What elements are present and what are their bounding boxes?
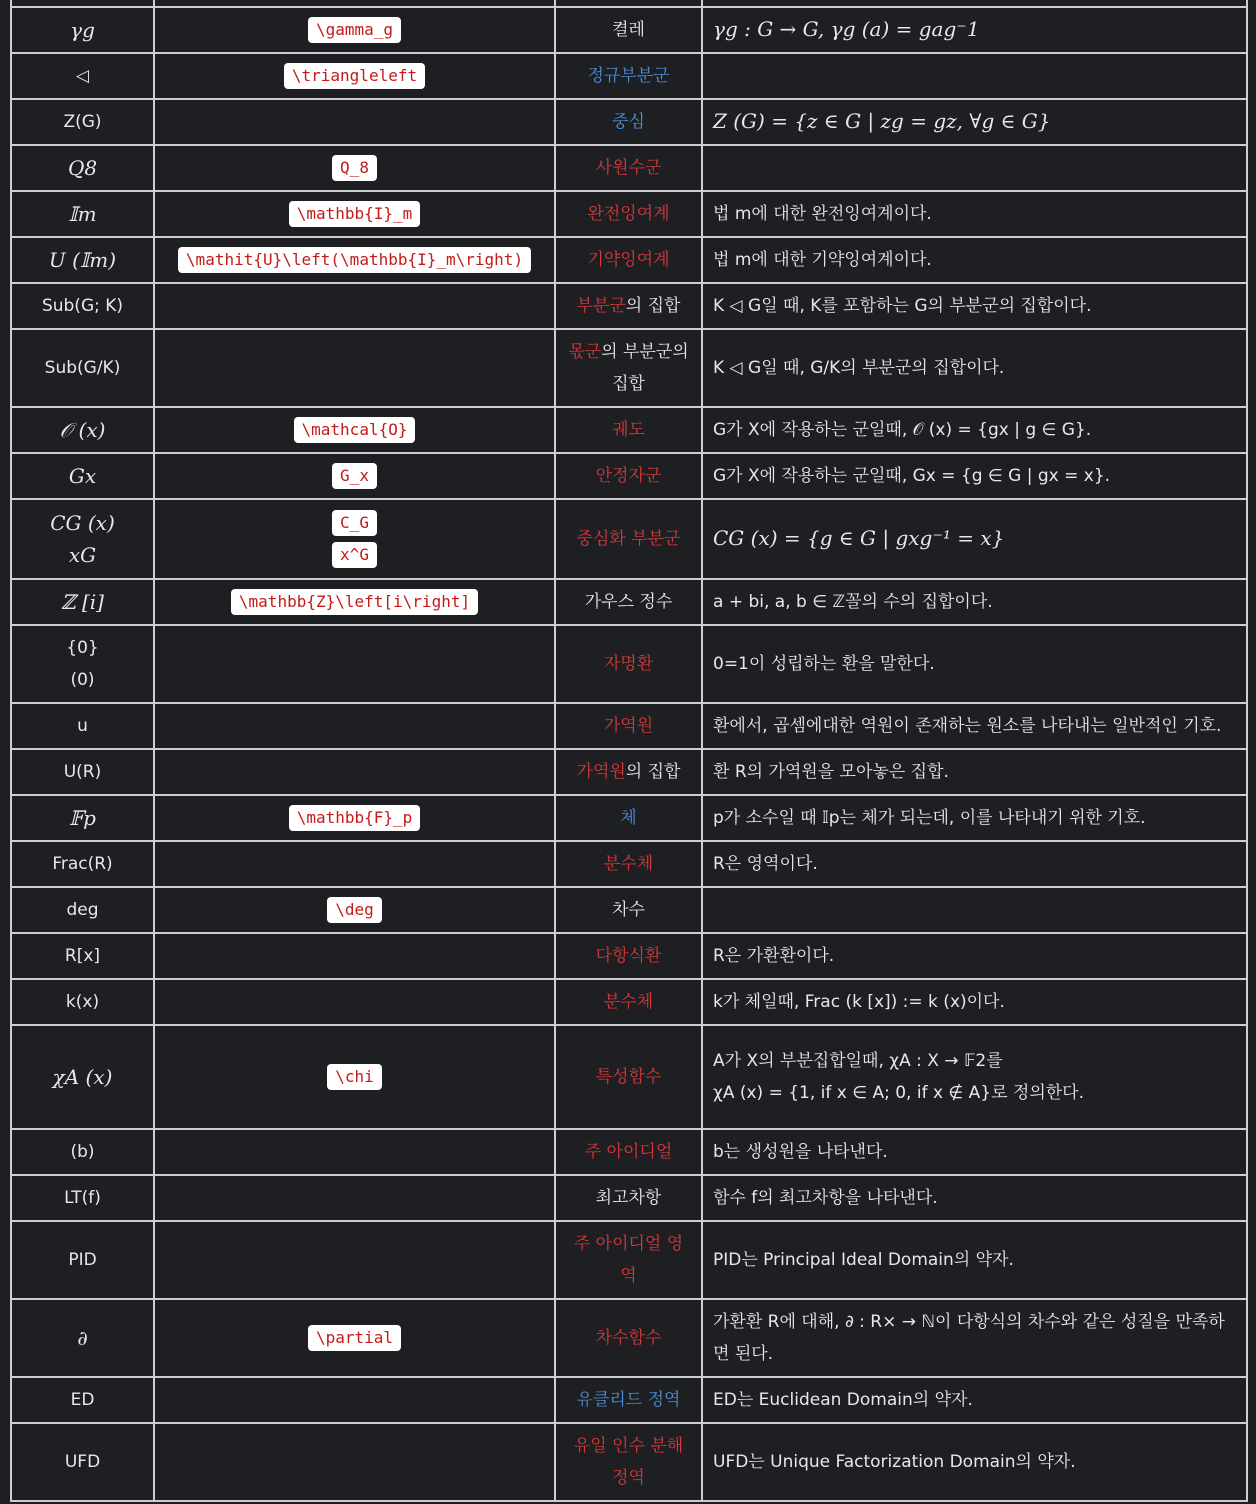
name-cell	[555, 1377, 702, 1423]
name-cell	[555, 191, 702, 237]
symbol-cell: CG (x) xG	[11, 499, 154, 579]
description-cell	[702, 329, 1247, 407]
table-row	[11, 99, 1247, 145]
latex-code-cell	[154, 887, 555, 933]
description-text: R은 영역이다.	[713, 854, 818, 874]
name-cell	[555, 407, 702, 453]
name-text: 켤레	[612, 20, 645, 40]
description-cell	[702, 499, 1247, 579]
name-cell	[555, 579, 702, 625]
description-cell	[702, 979, 1247, 1025]
table-row	[11, 795, 1247, 841]
latex-code-cell	[154, 7, 555, 53]
table-row	[11, 53, 1247, 99]
symbol-cell: γg	[11, 7, 154, 53]
symbol-cell	[11, 0, 154, 7]
name-link[interactable]: 분수체	[603, 854, 654, 874]
latex-code-chip: \mathbb{I}_m	[289, 201, 421, 227]
name-link[interactable]: 유클리드 정역	[576, 1390, 681, 1410]
table-row	[11, 283, 1247, 329]
description-text: Z (G) = {z ∈ G | zg = gz, ∀g ∈ G}	[713, 109, 1051, 133]
symbol-cell: ∂	[11, 1299, 154, 1377]
description-text: UFD는 Unique Factorization Domain의 약자.	[713, 1452, 1076, 1472]
name-link[interactable]: 특성함수	[595, 1067, 662, 1087]
description-cell	[702, 1025, 1247, 1129]
description-cell	[702, 749, 1247, 795]
latex-code-cell	[154, 625, 555, 703]
description-text: G가 X에 작용하는 군일때, Gx = {g ∈ G | gx = x}.	[713, 466, 1111, 486]
latex-code-cell	[154, 329, 555, 407]
name-link[interactable]: 몫군	[568, 342, 602, 362]
table-row	[11, 237, 1247, 283]
name-cell	[555, 329, 702, 407]
symbol-cell: Q8	[11, 145, 154, 191]
latex-code-cell	[154, 1025, 555, 1129]
symbol-cell: u	[11, 703, 154, 749]
symbol-cell: 𝕀m	[11, 191, 154, 237]
symbol-cell: Sub(G; K)	[11, 283, 154, 329]
name-link[interactable]: 주 아이디얼	[584, 1142, 673, 1162]
latex-code-cell	[154, 0, 555, 7]
description-cell	[702, 237, 1247, 283]
table-row	[11, 1175, 1247, 1221]
description-cell	[702, 933, 1247, 979]
latex-code-cell	[154, 1221, 555, 1299]
description-text: K ◁ G일 때, G/K의 부분군의 집합이다.	[713, 358, 1005, 378]
description-cell	[702, 1175, 1247, 1221]
name-link[interactable]: 궤도	[612, 420, 645, 440]
symbol-cell: PID	[11, 1221, 154, 1299]
latex-code-cell	[154, 283, 555, 329]
name-link[interactable]: 사원수군	[595, 158, 662, 178]
name-cell	[555, 979, 702, 1025]
latex-code-chip: G_x	[332, 463, 377, 489]
latex-code-chip: x^G	[332, 542, 377, 568]
description-cell	[702, 1299, 1247, 1377]
description-cell	[702, 887, 1247, 933]
latex-code-cell	[154, 191, 555, 237]
latex-code-chip: \mathbb{Z}\left[i\right]	[231, 589, 478, 615]
latex-code-cell	[154, 53, 555, 99]
description-text: 함수 f의 최고차항을 나타낸다.	[713, 1188, 938, 1208]
name-cell	[555, 1221, 702, 1299]
latex-code-cell	[154, 1129, 555, 1175]
description-text: ED는 Euclidean Domain의 약자.	[713, 1390, 973, 1410]
description-cell	[702, 145, 1247, 191]
table-row	[11, 1377, 1247, 1423]
symbol-cell: ED	[11, 1377, 154, 1423]
latex-code-chip: \mathbb{F}_p	[289, 805, 421, 831]
description-text: γg : G → G, γg (a) = gag⁻1	[713, 17, 980, 41]
symbol-cell: 𝔽p	[11, 795, 154, 841]
name-text: 차수	[612, 900, 645, 920]
description-cell	[702, 99, 1247, 145]
description-text: PID는 Principal Ideal Domain의 약자.	[713, 1250, 1014, 1270]
description-text: K ◁ G일 때, K를 포함하는 G의 부분군의 집합이다.	[713, 296, 1092, 316]
latex-code-cell	[154, 979, 555, 1025]
description-text: 환 R의 가역원을 모아놓은 집합.	[713, 762, 949, 782]
name-cell	[555, 99, 702, 145]
description-cell	[702, 841, 1247, 887]
latex-code-chip: \triangleleft	[284, 63, 425, 89]
latex-code-chip: \mathit{U}\left(\mathbb{I}_m\right)	[178, 247, 531, 273]
table-row	[11, 887, 1247, 933]
table-row	[11, 841, 1247, 887]
symbol-cell: Frac(R)	[11, 841, 154, 887]
name-link[interactable]: 정규부분군	[587, 66, 670, 86]
description-text: k가 체일때, Frac (k [x]) := k (x)이다.	[713, 992, 1005, 1012]
name-cell	[555, 0, 702, 7]
description-text: p가 소수일 때 𝕀p는 체가 되는데, 이를 나타내기 위한 기호.	[713, 808, 1146, 828]
latex-code-chip: \deg	[327, 897, 382, 923]
table-row	[11, 145, 1247, 191]
name-link[interactable]: 완전잉여계	[587, 204, 670, 224]
name-cell	[555, 53, 702, 99]
latex-code-chip: \gamma_g	[308, 17, 401, 43]
latex-code-cell	[154, 1377, 555, 1423]
description-text: CG (x) = {g ∈ G | gxg⁻¹ = x}	[713, 526, 1005, 550]
table-row	[11, 499, 1247, 579]
symbol-cell: χA (x)	[11, 1025, 154, 1129]
description-cell	[702, 625, 1247, 703]
name-cell	[555, 795, 702, 841]
description-cell	[702, 453, 1247, 499]
name-text: 의 집합	[625, 762, 681, 782]
name-link[interactable]: 중심	[612, 112, 645, 132]
description-cell	[702, 579, 1247, 625]
name-cell	[555, 841, 702, 887]
latex-code-cell	[154, 1175, 555, 1221]
symbol-cell: (b)	[11, 1129, 154, 1175]
symbol-cell: 𝒪 (x)	[11, 407, 154, 453]
description-text: 가환환 R에 대해, ∂ : R× → ℕ이 다항식의 차수와 같은 성질을 만족하면 된다.	[713, 1312, 1225, 1364]
name-link[interactable]: 체	[620, 808, 637, 828]
table-row	[11, 7, 1247, 53]
latex-code-chip: \partial	[308, 1325, 401, 1351]
name-link[interactable]: 부분군	[576, 296, 626, 316]
symbol-cell: deg	[11, 887, 154, 933]
name-link[interactable]: 주 아이디얼 영역	[573, 1234, 684, 1286]
symbol-cell: Sub(G/K)	[11, 329, 154, 407]
table-row	[11, 579, 1247, 625]
table-row	[11, 979, 1247, 1025]
table-row	[11, 329, 1247, 407]
name-link[interactable]: 가역원	[576, 762, 626, 782]
name-link[interactable]: 분수체	[603, 992, 654, 1012]
name-link[interactable]: 중심화 부분군	[576, 529, 681, 549]
latex-code-cell	[154, 453, 555, 499]
description-cell	[702, 1221, 1247, 1299]
name-cell	[555, 625, 702, 703]
symbol-cell: U(R)	[11, 749, 154, 795]
name-cell	[555, 887, 702, 933]
description-cell	[702, 795, 1247, 841]
latex-code-cell	[154, 145, 555, 191]
name-cell	[555, 453, 702, 499]
latex-code-cell	[154, 1423, 555, 1501]
description-cell	[702, 7, 1247, 53]
latex-code-cell	[154, 1299, 555, 1377]
symbol-cell: U (𝕀m)	[11, 237, 154, 283]
name-cell	[555, 1025, 702, 1129]
latex-code-cell	[154, 795, 555, 841]
name-cell	[555, 7, 702, 53]
latex-code-cell	[154, 407, 555, 453]
table-row	[11, 625, 1247, 703]
symbol-cell: Gx	[11, 453, 154, 499]
table-row	[11, 0, 1247, 7]
symbol-cell: ℤ [i]	[11, 579, 154, 625]
name-cell	[555, 1175, 702, 1221]
table-row	[11, 1129, 1247, 1175]
description-cell	[702, 703, 1247, 749]
table-row	[11, 933, 1247, 979]
description-text: a + bi, a, b ∈ ℤ꼴의 수의 집합이다.	[713, 592, 993, 612]
latex-code-cell	[154, 499, 555, 579]
latex-code-chip: Q_8	[332, 155, 377, 181]
description-cell	[702, 1423, 1247, 1501]
name-link[interactable]: 가역원	[603, 716, 654, 736]
table-row	[11, 407, 1247, 453]
name-cell	[555, 237, 702, 283]
table-row	[11, 1423, 1247, 1501]
description-text: b는 생성원을 나타낸다.	[713, 1142, 888, 1162]
description-cell	[702, 1377, 1247, 1423]
latex-code-cell	[154, 99, 555, 145]
symbol-cell: Z(G)	[11, 99, 154, 145]
symbol-cell: LT(f)	[11, 1175, 154, 1221]
latex-code-cell	[154, 749, 555, 795]
name-cell	[555, 1129, 702, 1175]
description-cell	[702, 191, 1247, 237]
name-cell	[555, 145, 702, 191]
name-link[interactable]: 기약잉여계	[587, 250, 670, 270]
symbol-cell: UFD	[11, 1423, 154, 1501]
name-cell	[555, 933, 702, 979]
latex-code-chip: \chi	[327, 1064, 382, 1090]
latex-code-cell	[154, 703, 555, 749]
name-text: 가우스 정수	[584, 592, 673, 612]
name-text: 의 부분군의 집합	[601, 342, 689, 394]
description-text: 0=1이 성립하는 환을 말한다.	[713, 654, 935, 674]
symbol-cell: R[x]	[11, 933, 154, 979]
description-text: A가 X의 부분집합일때, χA : X → 𝔽2를 χA (x) = {1, if x ∈ A; 0, if x ∉ A}로 정의한다.	[713, 1051, 1084, 1103]
name-link[interactable]: 유일 인수 분해 정역	[573, 1436, 684, 1488]
latex-code-cell	[154, 237, 555, 283]
table-row	[11, 749, 1247, 795]
name-cell	[555, 1299, 702, 1377]
name-text: 최고차항	[595, 1188, 662, 1208]
latex-code-cell	[154, 579, 555, 625]
description-cell	[702, 283, 1247, 329]
symbol-cell: {0} (0)	[11, 625, 154, 703]
table-row	[11, 1221, 1247, 1299]
notation-table	[10, 0, 1248, 1502]
table-row	[11, 703, 1247, 749]
symbol-cell: ◁	[11, 53, 154, 99]
name-link[interactable]: 다항식환	[595, 946, 662, 966]
description-text: R은 가환환이다.	[713, 946, 835, 966]
notation-table-body	[11, 0, 1247, 1501]
symbol-cell: k(x)	[11, 979, 154, 1025]
latex-code-chip: \mathcal{O}	[294, 417, 416, 443]
latex-code-cell	[154, 933, 555, 979]
name-cell	[555, 283, 702, 329]
description-text: G가 X에 작용하는 군일때, 𝒪 (x) = {gx | g ∈ G}.	[713, 420, 1092, 440]
description-cell	[702, 0, 1247, 7]
name-cell	[555, 749, 702, 795]
name-link[interactable]: 차수함수	[595, 1328, 662, 1348]
name-cell	[555, 1423, 702, 1501]
table-row	[11, 1299, 1247, 1377]
name-cell	[555, 703, 702, 749]
description-text: 법 m에 대한 완전잉여계이다.	[713, 204, 932, 224]
latex-code-chip: C_G	[332, 510, 377, 536]
name-link[interactable]: 자명환	[603, 654, 654, 674]
table-row	[11, 453, 1247, 499]
name-cell	[555, 499, 702, 579]
description-text: 환에서, 곱셈에대한 역원이 존재하는 원소를 나타내는 일반적인 기호.	[713, 716, 1222, 736]
description-cell	[702, 407, 1247, 453]
name-text: 의 집합	[625, 296, 681, 316]
name-link[interactable]: 안정자군	[595, 466, 662, 486]
description-cell	[702, 1129, 1247, 1175]
table-row	[11, 191, 1247, 237]
description-cell	[702, 53, 1247, 99]
description-text: 법 m에 대한 기약잉여계이다.	[713, 250, 932, 270]
latex-code-cell	[154, 841, 555, 887]
table-row	[11, 1025, 1247, 1129]
